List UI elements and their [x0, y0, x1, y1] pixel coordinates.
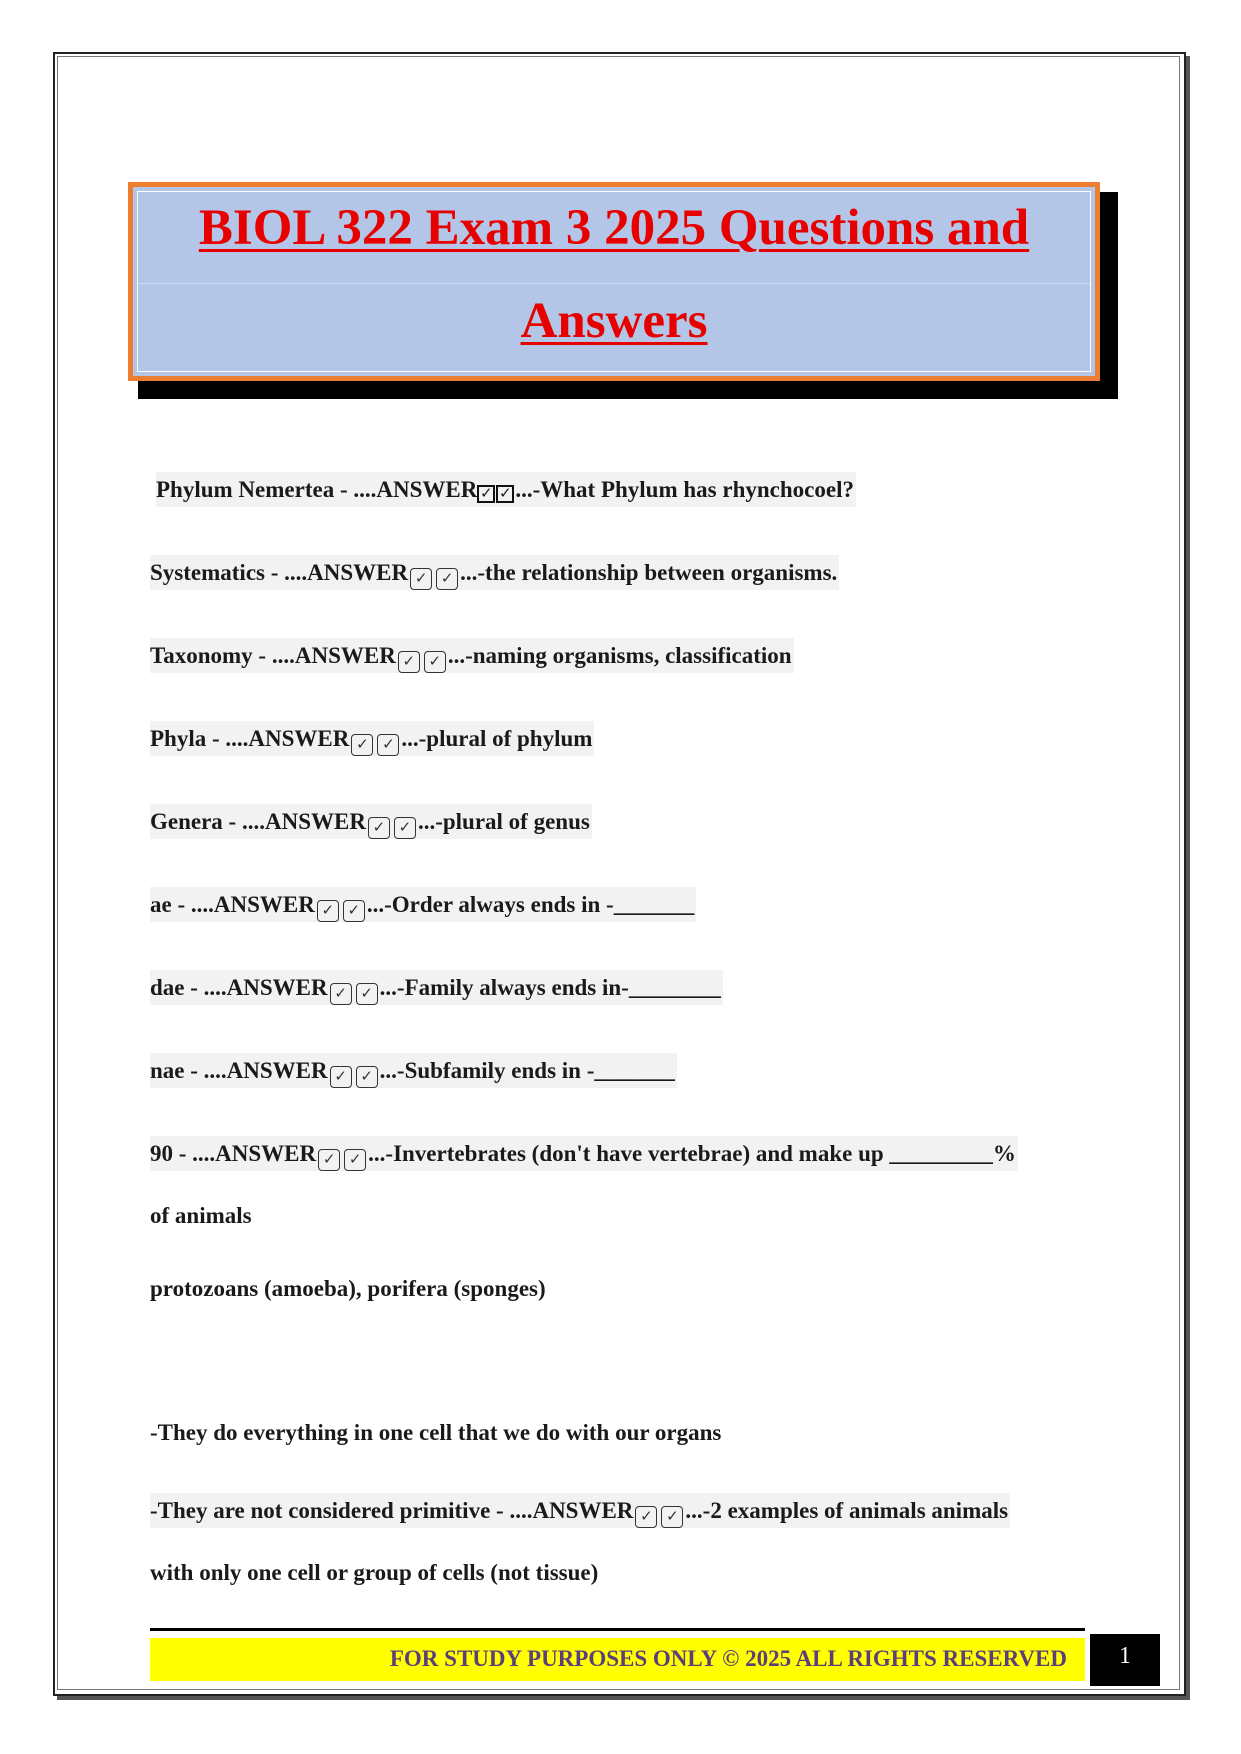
- body-line: -They do everything in one cell that we do with our organs: [150, 1420, 722, 1445]
- title-box: [128, 182, 1100, 381]
- answer-marker: ....ANSWER: [353, 477, 478, 502]
- check-box-icon: ✓: [344, 1149, 366, 1171]
- trail-marker: ...-: [379, 975, 405, 1000]
- term: Systematics -: [150, 560, 285, 585]
- check-box-icon: ✓: [424, 651, 446, 673]
- qa-item: [156, 475, 856, 505]
- check-box-icon: ✓: [330, 983, 352, 1005]
- qa-line: [150, 1136, 1018, 1171]
- definition: plural of phylum: [426, 726, 593, 751]
- qa-item: [150, 890, 696, 922]
- trail-marker: ...-: [379, 1058, 405, 1083]
- check-box-icon: ✓: [356, 983, 378, 1005]
- check-box-icon: ✓: [635, 1506, 657, 1528]
- definition: Invertebrates (don't have vertebrae) and make up _________%: [393, 1141, 1016, 1166]
- footer-text: FOR STUDY PURPOSES ONLY © 2025 ALL RIGHTS RESERVED: [389, 1646, 1067, 1671]
- trail-marker: ...-: [368, 1141, 394, 1166]
- definition: plural of genus: [442, 809, 590, 834]
- trail-marker: ...-: [366, 892, 392, 917]
- trail-marker: ...-: [447, 643, 473, 668]
- answer-marker: ....ANSWER: [241, 809, 366, 834]
- answer-marker: ....ANSWER: [192, 1141, 317, 1166]
- answer-marker: ....ANSWER: [203, 975, 328, 1000]
- check-box-icon: ✓: [343, 900, 365, 922]
- answer-marker: ....ANSWER: [509, 1498, 634, 1523]
- qa-item: [150, 641, 794, 673]
- check-box-icon: ✓: [436, 568, 458, 590]
- qa-line: [150, 721, 594, 756]
- definition: 2 examples of animals animals: [710, 1498, 1009, 1523]
- qa-item: [150, 558, 839, 590]
- definition: Family always ends in-________: [404, 975, 721, 1000]
- trail-marker: ...-: [417, 809, 443, 834]
- term: Phyla -: [150, 726, 226, 751]
- body-line: with only one cell or group of cells (not tissue): [150, 1560, 599, 1585]
- check-box-icon: ✓: [496, 485, 514, 503]
- check-box-icon: ✓: [356, 1066, 378, 1088]
- term: 90 -: [150, 1141, 193, 1166]
- term: ae -: [150, 892, 191, 917]
- answer-marker: ....ANSWER: [225, 726, 350, 751]
- check-box-icon: ✓: [318, 1149, 340, 1171]
- term: dae -: [150, 975, 204, 1000]
- title-line-2: Answers: [520, 293, 708, 349]
- qa-line: [150, 804, 592, 839]
- qa-line: [150, 638, 794, 673]
- title-divider: [138, 283, 1090, 284]
- answer-marker: ....ANSWER: [190, 892, 315, 917]
- definition: Order always ends in -_______: [391, 892, 695, 917]
- title-line-1: BIOL 322 Exam 3 2025 Questions and: [198, 200, 1030, 256]
- qa-item: [150, 807, 592, 839]
- check-box-icon: ✓: [368, 817, 390, 839]
- qa-item: [150, 1056, 677, 1088]
- qa-line: [150, 1053, 677, 1088]
- check-box-icon: ✓: [410, 568, 432, 590]
- footer-bar: [150, 1638, 1085, 1681]
- trail-marker: ...-: [515, 477, 541, 502]
- check-box-icon: ✓: [394, 817, 416, 839]
- qa-continuation: of animals: [150, 1203, 252, 1228]
- qa-line: [150, 1493, 1010, 1528]
- answer-marker: ....ANSWER: [203, 1058, 328, 1083]
- check-box-icon: ✓: [317, 900, 339, 922]
- definition: Subfamily ends in -_______: [404, 1058, 675, 1083]
- check-box-icon: ✓: [398, 651, 420, 673]
- check-box-icon: ✓: [477, 485, 495, 503]
- definition: What Phylum has rhynchocoel?: [540, 477, 854, 502]
- qa-line: [156, 472, 856, 507]
- qa-line: [150, 970, 723, 1005]
- check-box-icon: ✓: [330, 1066, 352, 1088]
- check-box-icon: ✓: [351, 734, 373, 756]
- definition: naming organisms, classification: [472, 643, 792, 668]
- definition: the relationship between organisms.: [485, 560, 838, 585]
- page-number: 1: [1090, 1634, 1160, 1686]
- check-box-icon: ✓: [377, 734, 399, 756]
- check-box-icon: ✓: [661, 1506, 683, 1528]
- qa-line: [150, 555, 839, 590]
- body-line: protozoans (amoeba), porifera (sponges): [150, 1276, 546, 1301]
- footer-rule: [150, 1628, 1085, 1631]
- term: -They are not considered primitive -: [150, 1498, 510, 1523]
- answer-marker: ....ANSWER: [284, 560, 409, 585]
- answer-marker: ....ANSWER: [271, 643, 396, 668]
- qa-line: [150, 887, 696, 922]
- term: Genera -: [150, 809, 242, 834]
- trail-marker: ...-: [685, 1498, 711, 1523]
- qa-item: [150, 973, 723, 1005]
- term: nae -: [150, 1058, 204, 1083]
- qa-item: [150, 1496, 1010, 1528]
- qa-item: [150, 724, 594, 756]
- trail-marker: ...-: [460, 560, 486, 585]
- term: Phylum Nemertea -: [156, 477, 354, 502]
- qa-item: [150, 1139, 1018, 1171]
- trail-marker: ...-: [401, 726, 427, 751]
- term: Taxonomy -: [150, 643, 272, 668]
